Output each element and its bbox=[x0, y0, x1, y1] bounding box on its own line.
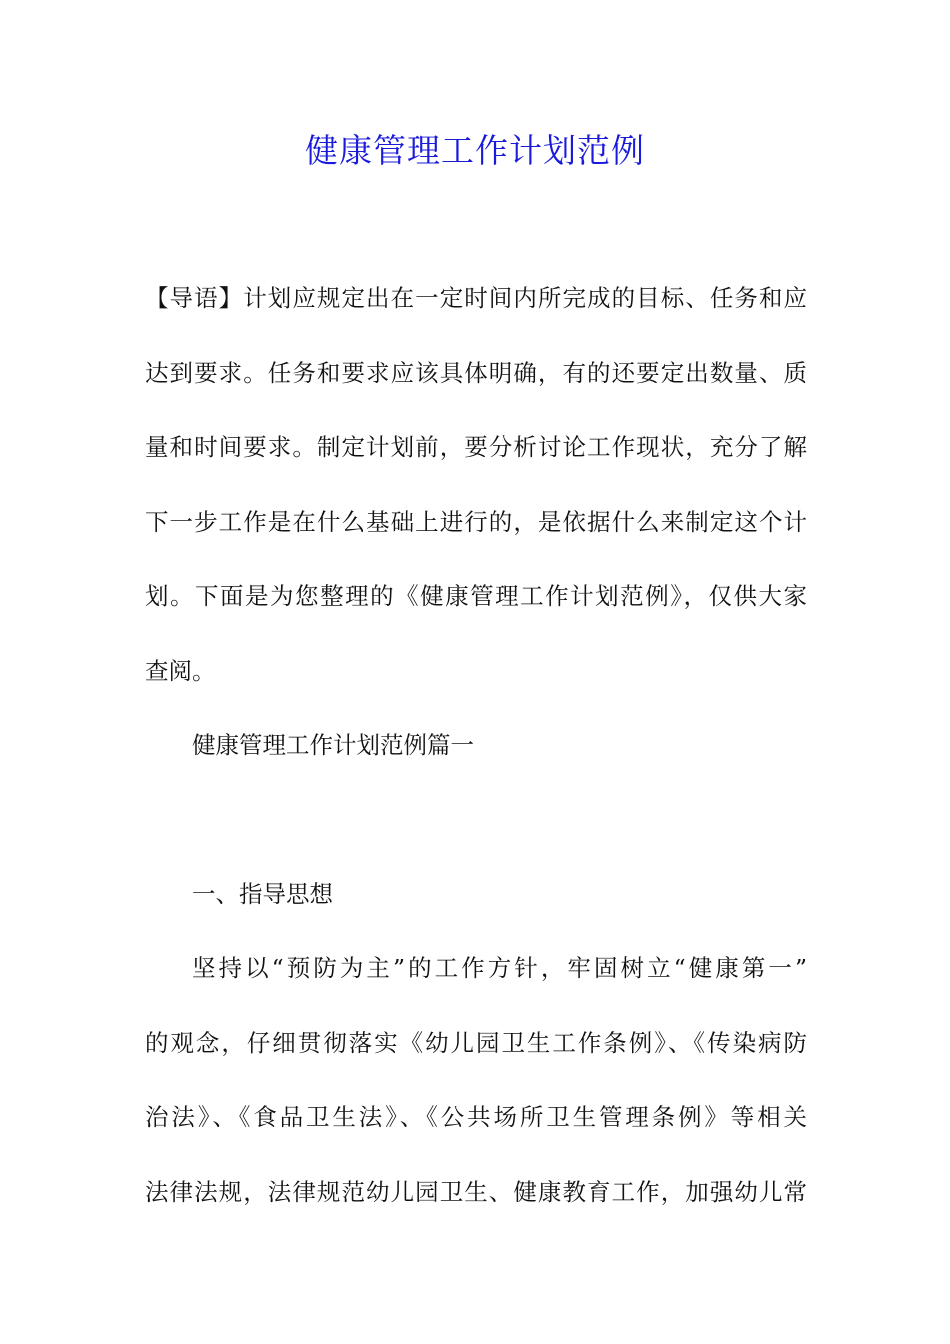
document-title: 健康管理工作计划范例 bbox=[305, 131, 645, 170]
section-title: 健康管理工作计划范例篇一 bbox=[192, 731, 474, 759]
intro-line: 划。下面是为您整理的《健康管理工作计划范例》，仅供大家 bbox=[145, 582, 807, 610]
intro-line: 【导语】计划应规定出在一定时间内所完成的目标、任务和应 bbox=[145, 284, 807, 312]
intro-line: 下一步工作是在什么基础上进行的，是依据什么来制定这个计 bbox=[145, 507, 807, 536]
principle-line: 治法》、《食品卫生法》、《公共场所卫生管理条例》等相关 bbox=[145, 1103, 807, 1131]
principle-paragraph bbox=[145, 931, 807, 1229]
principle-line: 的观念，仔细贯彻落实《幼儿园卫生工作条例》、《传染病防 bbox=[145, 1028, 807, 1057]
principle-line: 法律法规，法律规范幼儿园卫生、健康教育工作，加强幼儿常 bbox=[145, 1177, 807, 1206]
principle-line: 坚持以“预防为主”的工作方针，牢固树立“健康第一” bbox=[192, 954, 807, 982]
intro-line: 达到要求。任务和要求应该具体明确，有的还要定出数量、质 bbox=[145, 358, 807, 387]
intro-line: 量和时间要求。制定计划前，要分析讨论工作现状，充分了解 bbox=[145, 433, 807, 461]
intro-line: 查阅。 bbox=[145, 656, 216, 685]
heading-guiding-thought: 一、指导思想 bbox=[192, 880, 333, 908]
intro-paragraph bbox=[145, 261, 807, 708]
